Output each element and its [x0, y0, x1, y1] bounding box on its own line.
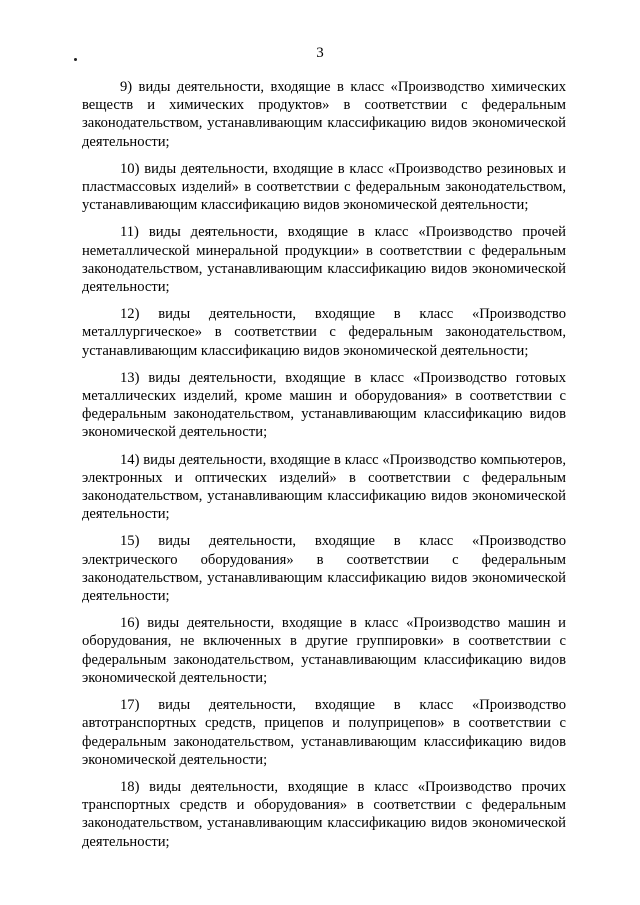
list-item-17: 17) виды деятельности, входящие в класс «Производство автотранспортных средств, прицепов и полуприцепов» в соответствии с федеральным законодательством, устанавливающим классификацию видов экономической деятельности; [82, 697, 566, 768]
list-item-10: 10) виды деятельности, входящие в класс «Производство резиновых и пластмассовых изделий» в соответствии с федеральным законодательством, устанавливающим классификацию видов экономической деятельности; [82, 160, 566, 214]
page-number: 3 [316, 45, 324, 61]
list-item-15: 15) виды деятельности, входящие в класс «Производство электрического оборудования» в соответствии с федеральным законодательством, устанавливающим классификацию видов экономической деятельности; [82, 533, 566, 605]
list-item-16: 16) виды деятельности, входящие в класс «Производство машин и оборудования, не включенных в другие группировки» в соответствии с федеральным законодательством, устанавливающим классификацию видов экономической деятельности; [82, 615, 566, 686]
list-item-12: 12) виды деятельности, входящие в класс «Производство металлургическое» в соответствии с федеральным законодательством, устанавливающим классификацию видов экономической деятельности; [82, 306, 566, 359]
list-item-13: 13) виды деятельности, входящие в класс «Производство готовых металлических изделий, кроме машин и оборудования» в соответствии с федеральным законодательством, устанавливающим классификацию видов экономической деятельности; [82, 369, 566, 441]
list-item-11: 11) виды деятельности, входящие в класс «Производство прочей неметаллической минеральной продукции» в соответствии с федеральным законодательством, устанавливающим классификацию видов экономической деятельности; [82, 224, 566, 296]
list-item-18: 18) виды деятельности, входящие в класс «Производство прочих транспортных средств и оборудования» в соответствии с федеральным законодательством, устанавливающим классификацию видов экономической деятельности; [82, 778, 566, 850]
list-item-14: 14) виды деятельности, входящие в класс «Производство компьютеров, электронных и оптических изделий» в соответствии с федеральным законодательством, устанавливающим классификацию видов экономической деятельности; [82, 451, 566, 523]
document-body [82, 78, 566, 860]
list-item-9: 9) виды деятельности, входящие в класс «Производство химических веществ и химических продуктов» в соответствии с федеральным законодательством, устанавливающим классификацию видов экономической деятельности; [82, 79, 566, 150]
